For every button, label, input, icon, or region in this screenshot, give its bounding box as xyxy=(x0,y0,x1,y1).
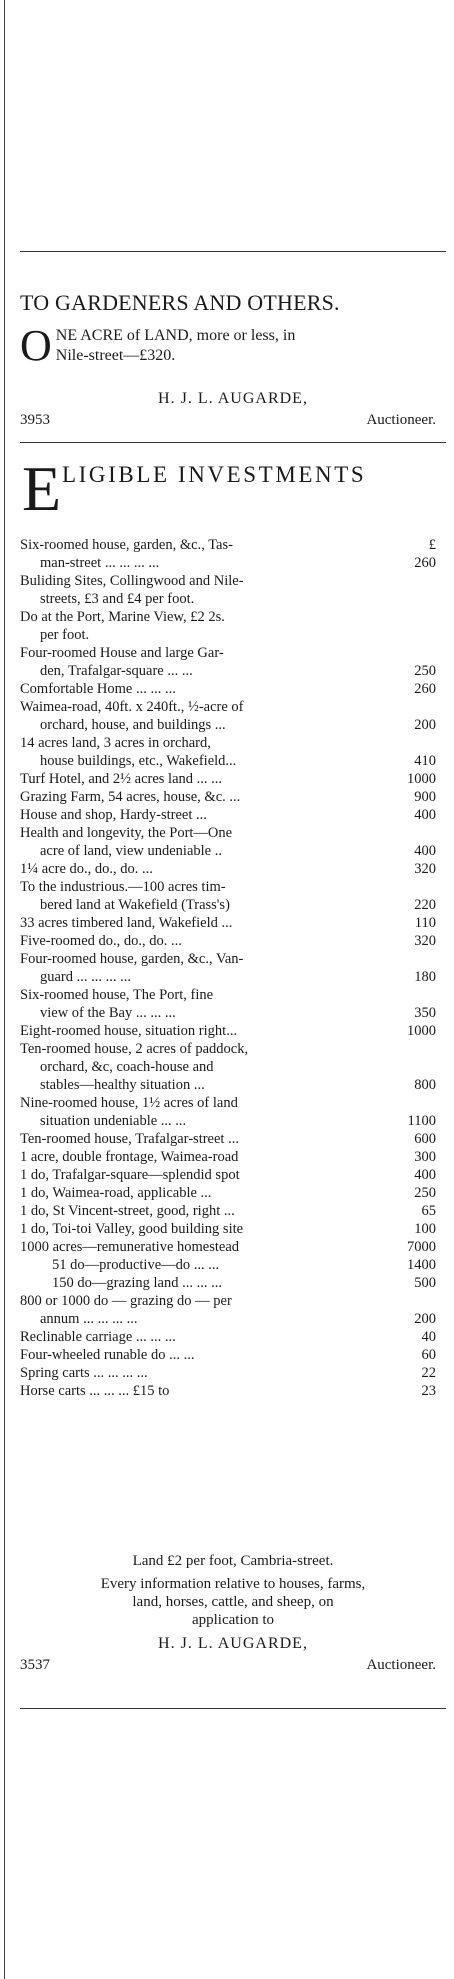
listing-price: 23 xyxy=(421,1383,436,1399)
ad-investments-title: LIGIBLE INVESTMENTS xyxy=(62,462,367,487)
list-item xyxy=(20,1040,446,1058)
listing-text: House and shop, Hardy-street ... xyxy=(20,807,207,823)
listing-text: 1000 acres—remunerative homestead xyxy=(20,1239,240,1255)
list-item xyxy=(20,1112,446,1130)
listing-text: Eight-roomed house, situation right... xyxy=(20,1023,238,1039)
list-item xyxy=(20,554,446,572)
listing-text: To the industrious.—100 acres tim- xyxy=(20,879,226,895)
list-item xyxy=(20,608,446,626)
list-item xyxy=(20,1202,446,1220)
listing-text: Four-wheeled runable do ... ... xyxy=(20,1347,195,1363)
listing-text: 150 do—grazing land ... ... ... xyxy=(52,1275,222,1291)
listing-price: 110 xyxy=(414,915,436,931)
listing-text: Five-roomed do., do., do. ... xyxy=(20,933,182,949)
list-item xyxy=(20,1058,446,1076)
listing-text: man-street ... ... ... ... xyxy=(40,555,160,571)
listing-price: £ xyxy=(428,537,436,553)
list-item xyxy=(20,1166,446,1184)
listing-text: stables—healthy situation ... xyxy=(40,1077,205,1093)
list-item xyxy=(20,860,446,878)
information-line: application to xyxy=(191,1612,275,1628)
list-item xyxy=(20,824,446,842)
listing-price: 100 xyxy=(414,1221,436,1237)
listing-text: Four-roomed house, garden, &c., Van- xyxy=(20,951,244,967)
ad-separator xyxy=(20,442,446,443)
list-item xyxy=(20,1364,446,1382)
list-item xyxy=(20,1220,446,1238)
list-item xyxy=(20,1256,446,1274)
listing-price: 1100 xyxy=(407,1113,436,1129)
list-item xyxy=(20,752,446,770)
list-item xyxy=(20,1022,446,1040)
listing-text: Ten-roomed house, Trafalgar-street ... xyxy=(20,1131,239,1147)
listing-text: Buliding Sites, Collingwood and Nile- xyxy=(20,573,244,589)
listing-price: 250 xyxy=(414,1185,436,1201)
listing-price: 400 xyxy=(414,843,436,859)
listing-price: 1400 xyxy=(407,1257,436,1273)
listing-price: 260 xyxy=(414,681,436,697)
column-rule-bottom xyxy=(20,1708,446,1709)
list-item xyxy=(20,1184,446,1202)
listing-price: 320 xyxy=(414,861,436,877)
listing-text: orchard, house, and buildings ... xyxy=(40,717,226,733)
ad-investments-role: Auctioneer. xyxy=(366,1657,436,1673)
list-item xyxy=(20,788,446,806)
list-item xyxy=(20,536,446,554)
listing-text: Comfortable Home ... ... ... xyxy=(20,681,176,697)
dropcap-e: E xyxy=(22,453,62,524)
listing-price: 900 xyxy=(414,789,436,805)
listing-text: situation undeniable ... ... xyxy=(40,1113,187,1129)
ad-gardeners-role: Auctioneer. xyxy=(366,412,436,428)
list-item xyxy=(20,572,446,590)
listing-text: 14 acres land, 3 acres in orchard, xyxy=(20,735,211,751)
list-item xyxy=(20,662,446,680)
listing-price: 400 xyxy=(414,807,436,823)
listing-price: 410 xyxy=(414,753,436,769)
listing-price: 200 xyxy=(414,1311,436,1327)
list-item xyxy=(20,842,446,860)
list-item xyxy=(20,896,446,914)
listing-price: 7000 xyxy=(407,1239,436,1255)
listing-price: 350 xyxy=(414,1005,436,1021)
listing-text: 1¼ acre do., do., do. ... xyxy=(20,861,153,877)
listing-text: Spring carts ... ... ... ... xyxy=(20,1365,148,1381)
listing-price: 320 xyxy=(414,933,436,949)
listing-price: 200 xyxy=(414,717,436,733)
list-item xyxy=(20,1274,446,1292)
list-item xyxy=(20,698,446,716)
listing-price: 300 xyxy=(414,1149,436,1165)
information-line: land, horses, cattle, and sheep, on xyxy=(132,1594,334,1610)
list-item xyxy=(20,1094,446,1112)
listing-text: Six-roomed house, garden, &c., Tas- xyxy=(20,537,233,553)
ad-investments-auctioneer: H. J. L. AUGARDE, xyxy=(158,1635,308,1652)
list-item xyxy=(20,878,446,896)
information-paragraph xyxy=(20,1575,446,1629)
listing-text: bered land at Wakefield (Trass's) xyxy=(40,897,230,913)
listing-text: Six-roomed house, The Port, fine xyxy=(20,987,214,1003)
listing-text: per foot. xyxy=(40,627,90,643)
listing-text: Health and longevity, the Port—One xyxy=(20,825,233,841)
ad-gardeners-number: 3953 xyxy=(20,412,50,428)
list-item xyxy=(20,1076,446,1094)
list-item xyxy=(20,734,446,752)
listing-price: 500 xyxy=(414,1275,436,1291)
list-item xyxy=(20,770,446,788)
listing-price: 260 xyxy=(414,555,436,571)
ad-gardeners-title: TO GARDENERS AND OTHERS. xyxy=(20,290,340,315)
list-item xyxy=(20,932,446,950)
listing-price: 40 xyxy=(421,1329,436,1345)
list-item xyxy=(20,680,446,698)
dropcap-o: O xyxy=(20,321,52,370)
listing-text: streets, £3 and £4 per foot. xyxy=(40,591,195,607)
cambria-street-line: Land £2 per foot, Cambria-street. xyxy=(132,1553,334,1569)
list-item xyxy=(20,806,446,824)
list-item xyxy=(20,1310,446,1328)
listing-text: orchard, &c, coach-house and xyxy=(40,1059,214,1075)
listing-price: 60 xyxy=(421,1347,436,1363)
listing-text: 1 acre, double frontage, Waimea-road xyxy=(20,1149,239,1165)
listing-text: view of the Bay ... ... ... xyxy=(40,1005,176,1021)
list-item xyxy=(20,1382,446,1400)
listing-price: 220 xyxy=(414,897,436,913)
listing-price: 22 xyxy=(421,1365,436,1381)
listing-price: 250 xyxy=(414,663,436,679)
listing-price: 400 xyxy=(414,1167,436,1183)
listing-price: 600 xyxy=(414,1131,436,1147)
list-item xyxy=(20,1328,446,1346)
ad-gardeners-body xyxy=(20,321,446,370)
listing-price: 1000 xyxy=(407,771,436,787)
list-item xyxy=(20,590,446,608)
ad-investments-number: 3537 xyxy=(20,1657,50,1673)
list-item xyxy=(20,1346,446,1364)
listing-text: Horse carts ... ... ... £15 to xyxy=(20,1383,170,1399)
column-rule-left xyxy=(4,0,5,1979)
listing-price: 800 xyxy=(414,1077,436,1093)
list-item xyxy=(20,968,446,986)
listing-text: 33 acres timbered land, Wakefield ... xyxy=(20,915,233,931)
list-item xyxy=(20,1292,446,1310)
listing-text: Four-roomed House and large Gar- xyxy=(20,645,224,661)
listing-text: 1 do, Waimea-road, applicable ... xyxy=(20,1185,212,1201)
ad-gardeners-line2: Nile-street—£320. xyxy=(55,347,176,364)
listing-price: 180 xyxy=(414,969,436,985)
listing-price: 65 xyxy=(421,1203,436,1219)
listing-text: 1 do, St Vincent-street, good, right ... xyxy=(20,1203,235,1219)
list-item xyxy=(20,914,446,932)
listing-text: Waimea-road, 40ft. x 240ft., ½-acre of xyxy=(20,699,244,715)
list-item xyxy=(20,1004,446,1022)
listing-text: guard ... ... ... ... xyxy=(40,969,132,985)
listing-text: Reclinable carriage ... ... ... xyxy=(20,1329,176,1345)
list-item xyxy=(20,644,446,662)
listing-price: 1000 xyxy=(407,1023,436,1039)
listing-text: Nine-roomed house, 1½ acres of land xyxy=(20,1095,238,1111)
ad-investments-heading xyxy=(20,453,446,526)
list-item xyxy=(20,1238,446,1256)
listing-text: den, Trafalgar-square ... ... xyxy=(40,663,193,679)
listing-text: house buildings, etc., Wakefield... xyxy=(40,753,237,769)
listing-text: annum ... ... ... ... xyxy=(40,1311,138,1327)
list-item xyxy=(20,716,446,734)
listing-text: Turf Hotel, and 2½ acres land ... ... xyxy=(20,771,223,787)
information-line: Every information relative to houses, farms, xyxy=(100,1576,366,1592)
list-item xyxy=(20,950,446,968)
listing-text: acre of land, view undeniable .. xyxy=(40,843,222,859)
list-item xyxy=(20,626,446,644)
investment-list xyxy=(20,536,446,1400)
list-item xyxy=(20,1148,446,1166)
ad-gardeners-line1: NE ACRE of LAND, more or less, in xyxy=(55,327,296,344)
listing-text: Grazing Farm, 54 acres, house, &c. ... xyxy=(20,789,241,805)
listing-text: 800 or 1000 do — grazing do — per xyxy=(20,1293,232,1309)
list-item xyxy=(20,986,446,1004)
listing-text: 51 do—productive—do ... ... xyxy=(52,1257,220,1273)
list-item xyxy=(20,1130,446,1148)
listing-text: Ten-roomed house, 2 acres of paddock, xyxy=(20,1041,249,1057)
listing-text: 1 do, Toi-toi Valley, good building site xyxy=(20,1221,244,1237)
ad-gardeners-auctioneer: H. J. L. AUGARDE, xyxy=(158,390,308,407)
listing-text: 1 do, Trafalgar-square—splendid spot xyxy=(20,1167,240,1183)
listing-text: Do at the Port, Marine View, £2 2s. xyxy=(20,609,225,625)
column-rule-top xyxy=(20,251,446,252)
